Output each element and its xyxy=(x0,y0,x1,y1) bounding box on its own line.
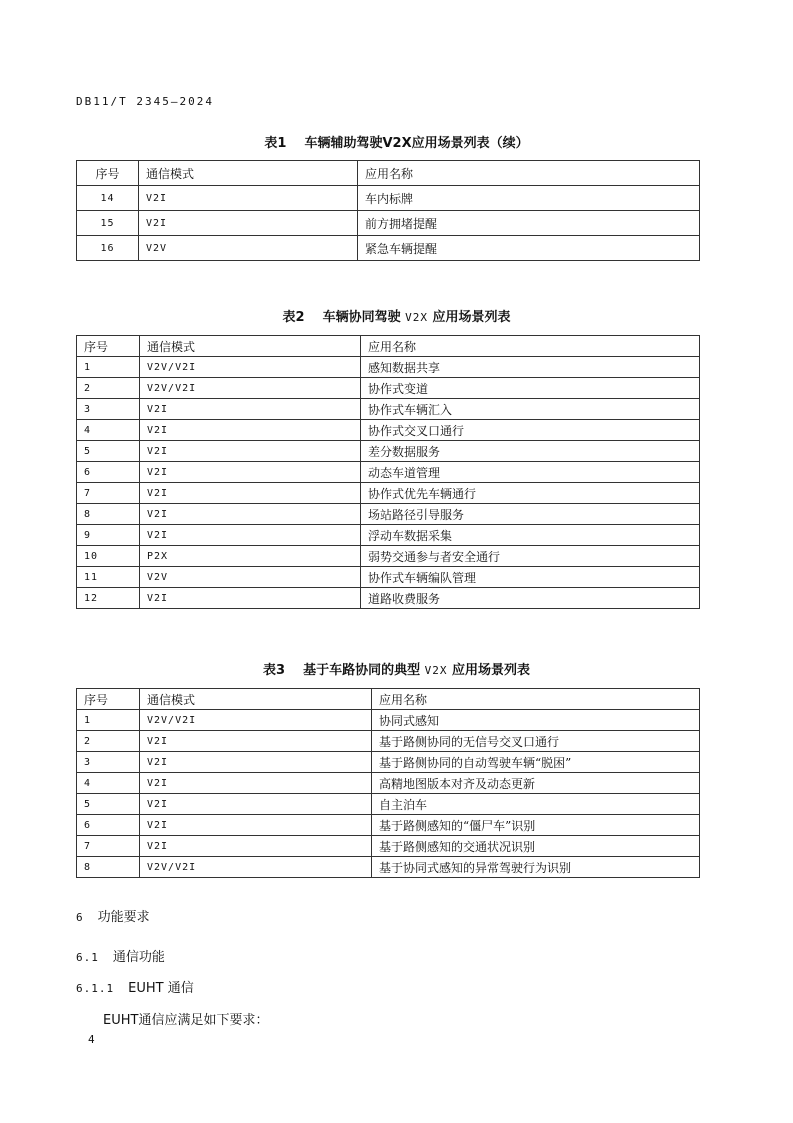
comm-mode-cell: V2I xyxy=(140,462,361,483)
table-row xyxy=(77,773,700,794)
app-name-cell: 场站路径引导服务 xyxy=(361,504,700,525)
comm-mode-cell: V2I xyxy=(140,836,372,857)
app-name-cell: 前方拥堵提醒 xyxy=(358,211,700,236)
row-number-cell: 7 xyxy=(77,836,140,857)
comm-mode-cell: V2I xyxy=(140,483,361,504)
table-header-row xyxy=(77,336,700,357)
table3-caption-number: 表3 xyxy=(262,663,285,678)
row-number-cell: 3 xyxy=(77,752,140,773)
comm-mode-cell: V2V/V2I xyxy=(140,857,372,878)
table-row xyxy=(77,441,700,462)
section-6-title: 功能要求 xyxy=(97,910,150,925)
app-name-cell: 车内标牌 xyxy=(358,186,700,211)
table-header-cell: 通信模式 xyxy=(140,336,361,357)
table2 xyxy=(76,335,700,609)
table-row xyxy=(77,483,700,504)
app-name-cell: 高精地图版本对齐及动态更新 xyxy=(372,773,700,794)
table-row xyxy=(77,567,700,588)
comm-mode-cell: V2I xyxy=(140,504,361,525)
section-6-1-1-number: 6.1.1 xyxy=(76,982,115,995)
table-row xyxy=(77,588,700,609)
comm-mode-cell: V2I xyxy=(140,815,372,836)
row-number-cell: 1 xyxy=(77,710,140,731)
table-header-cell: 应用名称 xyxy=(361,336,700,357)
table-row xyxy=(77,815,700,836)
table-row xyxy=(77,462,700,483)
table-row xyxy=(77,731,700,752)
row-number-cell: 14 xyxy=(77,186,139,211)
table-row xyxy=(77,525,700,546)
row-number-cell: 7 xyxy=(77,483,140,504)
row-number-cell: 8 xyxy=(77,504,140,525)
row-number-cell: 11 xyxy=(77,567,140,588)
table-row xyxy=(77,420,700,441)
app-name-cell: 协作式变道 xyxy=(361,378,700,399)
row-number-cell: 9 xyxy=(77,525,140,546)
app-name-cell: 道路收费服务 xyxy=(361,588,700,609)
row-number-cell: 4 xyxy=(77,773,140,794)
table-header-cell: 序号 xyxy=(77,336,140,357)
table-header-row xyxy=(77,689,700,710)
comm-mode-cell: V2I xyxy=(140,399,361,420)
table-row xyxy=(77,357,700,378)
table2-caption xyxy=(0,306,793,325)
table-row xyxy=(77,399,700,420)
table-row xyxy=(77,710,700,731)
paragraph-euht: EUHT通信应满足如下要求： xyxy=(103,1013,269,1028)
app-name-cell: 协作式车辆汇入 xyxy=(361,399,700,420)
table1 xyxy=(76,160,700,261)
table-row xyxy=(77,794,700,815)
table1-caption-title: 车辆辅助驾驶V2X应用场景列表（续） xyxy=(304,136,529,151)
comm-mode-cell: V2V/V2I xyxy=(140,378,361,399)
table-row xyxy=(77,546,700,567)
comm-mode-cell: V2I xyxy=(139,186,358,211)
app-name-cell: 浮动车数据采集 xyxy=(361,525,700,546)
app-name-cell: 基于路侧感知的“僵尸车”识别 xyxy=(372,815,700,836)
app-name-cell: 协作式优先车辆通行 xyxy=(361,483,700,504)
comm-mode-cell: V2V xyxy=(140,567,361,588)
table2-caption-v2x: V2X xyxy=(405,311,429,324)
app-name-cell: 差分数据服务 xyxy=(361,441,700,462)
table-row xyxy=(77,211,700,236)
table-row xyxy=(77,752,700,773)
row-number-cell: 6 xyxy=(77,462,140,483)
table-row xyxy=(77,236,700,261)
section-6-1-heading xyxy=(76,946,165,965)
table2-caption-post: 应用场景列表 xyxy=(432,310,511,325)
section-6-heading xyxy=(76,906,150,925)
row-number-cell: 5 xyxy=(77,794,140,815)
table-header-cell: 应用名称 xyxy=(358,161,700,186)
comm-mode-cell: V2I xyxy=(140,773,372,794)
app-name-cell: 协同式感知 xyxy=(372,710,700,731)
row-number-cell: 5 xyxy=(77,441,140,462)
table-row xyxy=(77,504,700,525)
row-number-cell: 3 xyxy=(77,399,140,420)
comm-mode-cell: V2V xyxy=(139,236,358,261)
row-number-cell: 2 xyxy=(77,731,140,752)
page-number: 4 xyxy=(88,1033,95,1046)
table2-caption-pre: 车辆协同驾驶 xyxy=(322,310,401,325)
comm-mode-cell: V2I xyxy=(140,588,361,609)
comm-mode-cell: V2I xyxy=(140,441,361,462)
comm-mode-cell: P2X xyxy=(140,546,361,567)
comm-mode-cell: V2V/V2I xyxy=(140,710,372,731)
table-row xyxy=(77,378,700,399)
section-6-number: 6 xyxy=(76,911,84,924)
row-number-cell: 4 xyxy=(77,420,140,441)
app-name-cell: 基于路侧协同的自动驾驶车辆“脱困” xyxy=(372,752,700,773)
comm-mode-cell: V2I xyxy=(140,731,372,752)
row-number-cell: 12 xyxy=(77,588,140,609)
table-header-cell: 应用名称 xyxy=(372,689,700,710)
table-row xyxy=(77,186,700,211)
row-number-cell: 16 xyxy=(77,236,139,261)
comm-mode-cell: V2I xyxy=(140,794,372,815)
table3-caption xyxy=(0,659,793,678)
table-row xyxy=(77,836,700,857)
table3-caption-post: 应用场景列表 xyxy=(452,663,531,678)
row-number-cell: 15 xyxy=(77,211,139,236)
comm-mode-cell: V2I xyxy=(140,420,361,441)
table-header-cell: 序号 xyxy=(77,689,140,710)
table3-caption-v2x: V2X xyxy=(424,664,448,677)
row-number-cell: 1 xyxy=(77,357,140,378)
table1-caption xyxy=(0,132,793,151)
table1-caption-number: 表1 xyxy=(264,136,287,151)
section-6-1-1-heading xyxy=(76,977,194,996)
comm-mode-cell: V2I xyxy=(140,525,361,546)
row-number-cell: 8 xyxy=(77,857,140,878)
section-6-1-number: 6.1 xyxy=(76,951,99,964)
table2-caption-number: 表2 xyxy=(282,310,305,325)
document-id-header: DB11/T 2345—2024 xyxy=(76,95,214,108)
app-name-cell: 紧急车辆提醒 xyxy=(358,236,700,261)
table-row xyxy=(77,857,700,878)
table-header-cell: 序号 xyxy=(77,161,139,186)
app-name-cell: 自主泊车 xyxy=(372,794,700,815)
row-number-cell: 10 xyxy=(77,546,140,567)
app-name-cell: 基于路侧协同的无信号交叉口通行 xyxy=(372,731,700,752)
app-name-cell: 弱势交通参与者安全通行 xyxy=(361,546,700,567)
table-header-row xyxy=(77,161,700,186)
table-header-cell: 通信模式 xyxy=(139,161,358,186)
app-name-cell: 基于协同式感知的异常驾驶行为识别 xyxy=(372,857,700,878)
table-header-cell: 通信模式 xyxy=(140,689,372,710)
row-number-cell: 6 xyxy=(77,815,140,836)
app-name-cell: 协作式交叉口通行 xyxy=(361,420,700,441)
comm-mode-cell: V2I xyxy=(140,752,372,773)
comm-mode-cell: V2I xyxy=(139,211,358,236)
app-name-cell: 协作式车辆编队管理 xyxy=(361,567,700,588)
app-name-cell: 感知数据共享 xyxy=(361,357,700,378)
table3-caption-pre: 基于车路协同的典型 xyxy=(303,663,421,678)
section-6-1-title: 通信功能 xyxy=(112,950,165,965)
row-number-cell: 2 xyxy=(77,378,140,399)
app-name-cell: 动态车道管理 xyxy=(361,462,700,483)
app-name-cell: 基于路侧感知的交通状况识别 xyxy=(372,836,700,857)
section-6-1-1-title: EUHT 通信 xyxy=(128,981,194,996)
table3 xyxy=(76,688,700,878)
comm-mode-cell: V2V/V2I xyxy=(140,357,361,378)
